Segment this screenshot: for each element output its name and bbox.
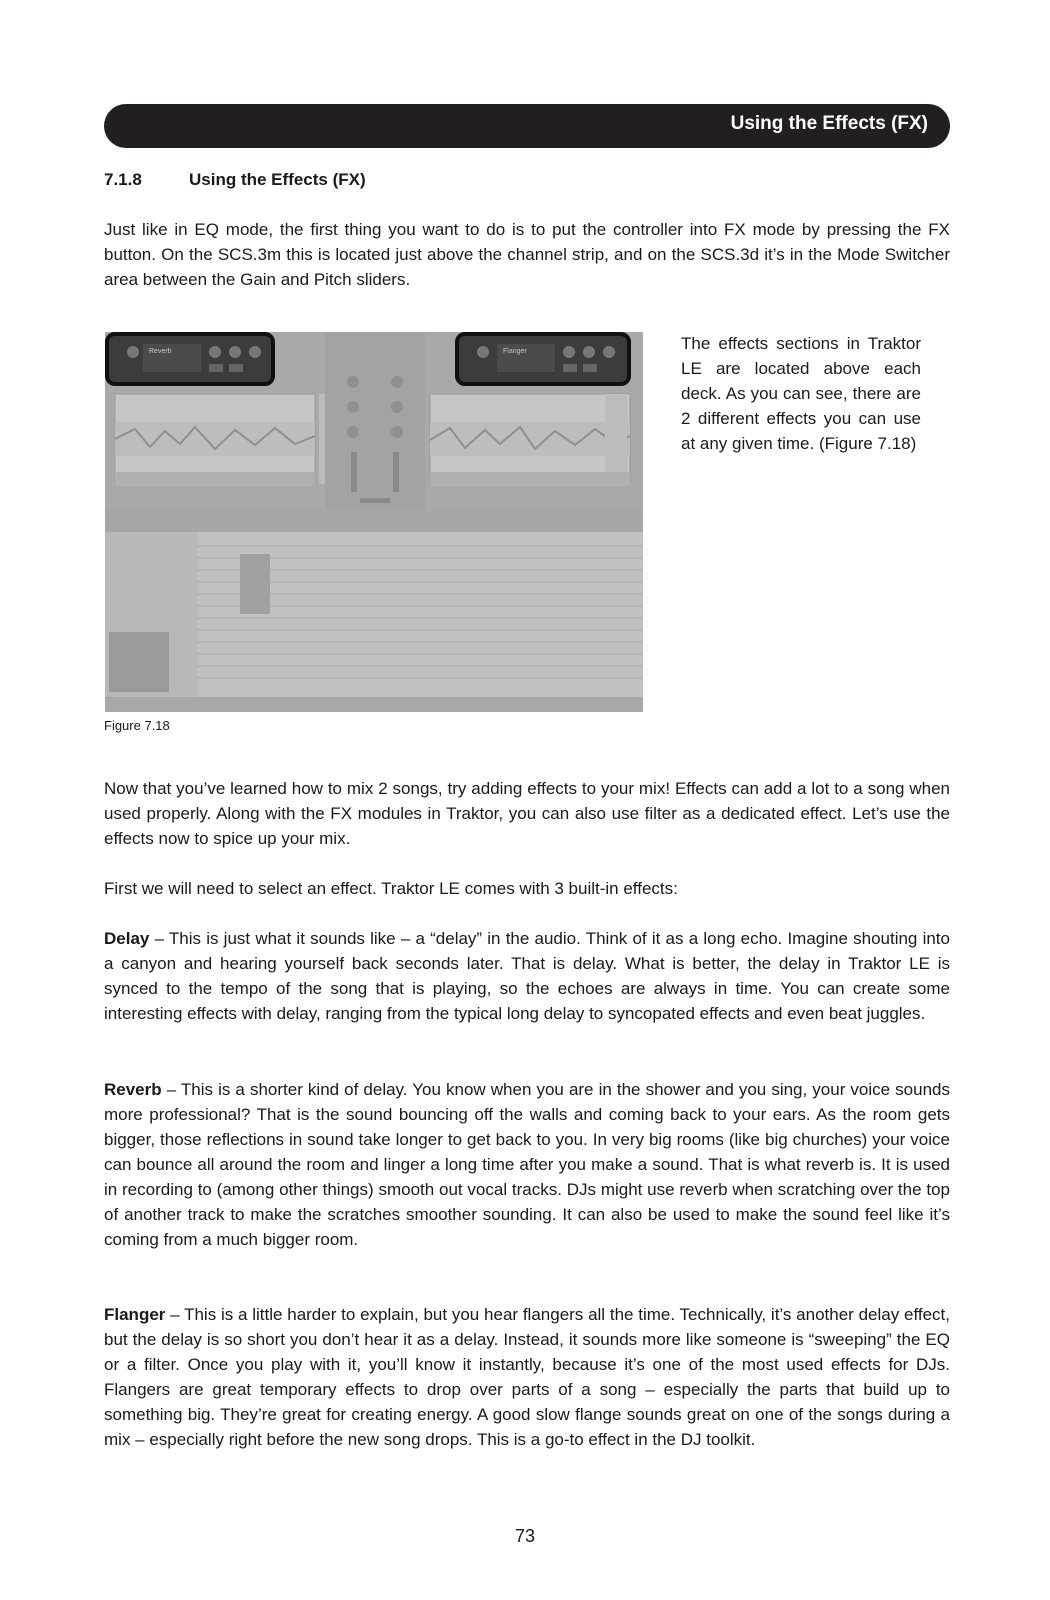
effect-delay-paragraph [104,926,950,1026]
chapter-header-title: Using the Effects (FX) [730,113,928,134]
effect-reverb-name: Reverb [104,1080,162,1099]
effect-reverb-text: – This is a shorter kind of delay. You know when you are in the shower and you sing, your voice sounds more professional? That is the sound bouncing off the walls and coming back to your ears. As the room gets bigger, those reflections in sound take longer to get back to you. In very big rooms (like big churches) your voice can bounce all around the room and linger a long time after you make a sound. That is what reverb is. It is used in recording to (among other things) smooth out vocal tracks. DJs might use reverb when scratching over the top of another track to make the scratches smoother sounding. It can also be used to make the sound feel like it’s coming from a much bigger room. [104,1080,950,1249]
body-paragraph-2: First we will need to select an effect. Traktor LE comes with 3 built-in effects: [104,879,678,898]
section-heading [104,170,366,190]
body-paragraph-1: Now that you’ve learned how to mix 2 songs, try adding effects to your mix! Effects can add a lot to a song when used properly. Along with the FX modules in Traktor, you can also use filter as a dedicated effect. Let’s use the effects now to spice up your mix. [104,779,950,848]
effect-flanger-text: – This is a little harder to explain, but you hear flangers all the time. Technically, it’s another delay effect, but the delay is so short you don’t hear it as a delay. Instead, it sounds more like someone is “sweeping” the EQ or a filter. Once you play with it, you’ll know it instantly, because it’s one of the most used effects for DJs. Flangers are great temporary effects to drop over parts of a song – especially the parts that build up to something big. They’re great for creating energy. A good slow flange sounds great on one of the songs during a mix – especially right before the new song drops. This is a go-to effect in the DJ toolkit. [104,1305,950,1449]
effect-flanger-name: Flanger [104,1305,166,1324]
section-title: Using the Effects (FX) [189,170,366,189]
right-fx-label: Flanger [503,348,527,355]
page-number: 73 [514,1526,536,1546]
figure-side-text: The effects sections in Traktor LE are located above each deck. As you can see, there are 2 different effects you can use at any given time. (Figure 7.18) [681,334,921,453]
effect-reverb-paragraph [104,1077,950,1252]
effect-delay-text: – This is just what it sounds like – a “delay” in the audio. Think of it as a long echo. Imagine shouting into a canyon and hearing yourself back seconds later. That is delay. What is better, the delay in Traktor LE is synced to the tempo of the song that is playing, so the echoes are always in time. You can create some interesting effects with delay, ranging from the typical long delay to syncopated effects and even beat juggles. [104,929,950,1023]
effect-flanger-paragraph [104,1302,950,1452]
traktor-screenshot-image [105,332,643,712]
left-fx-label: Reverb [149,348,172,355]
chapter-header-bar [104,104,950,148]
effect-delay-name: Delay [104,929,150,948]
intro-paragraph: Just like in EQ mode, the first thing you want to do is to put the controller into FX mode by pressing the FX button. On the SCS.3m this is located just above the channel strip, and on the SCS.3d it’s in the Mode Switcher area between the Gain and Pitch sliders. [104,220,950,289]
figure-caption: Figure 7.18 [104,718,170,733]
traktor-screenshot-figure [105,332,643,712]
section-number: 7.1.8 [104,170,142,189]
